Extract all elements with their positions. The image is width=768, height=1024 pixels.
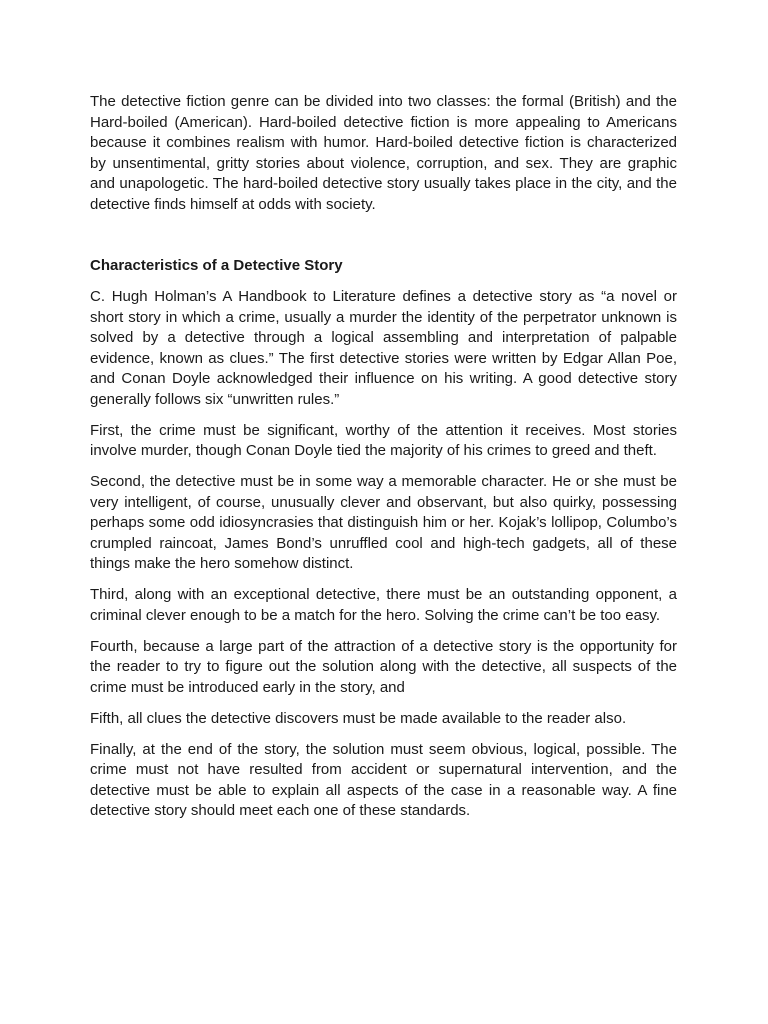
- section-heading: Characteristics of a Detective Story: [90, 257, 343, 274]
- paragraph-rule-finally: Finally, at the end of the story, the solution must seem obvious, logical, possible. The crime must not have resulted from accident or supernatural intervention, and the detective must be able to explain all aspects of the case in a reasonable way. A fine detective story should meet each one of these standards.: [90, 740, 677, 819]
- paragraph-definition: C. Hugh Holman’s A Handbook to Literature defines a detective story as “a novel or short story in which a crime, usually a murder the identity of the perpetrator unknown is solved by a detective through a logical assembling and interpretation of palpable evidence, known as clues.” The first detective stories were written by Edgar Allan Poe, and Conan Doyle acknowledged their influence on his writing. A good detective story generally follows six “unwritten rules.”: [90, 288, 677, 408]
- document-page: [90, 92, 677, 832]
- paragraph-rule-fifth: Fifth, all clues the detective discovers must be made available to the reader also.: [90, 709, 627, 727]
- intro-paragraph: The detective fiction genre can be divided into two classes: the formal (British) and the Hard-boiled (American). Hard-boiled detective fiction is more appealing to Americans because it combines realism with humor. Hard-boiled detective fiction is characterized by unsentimental, gritty stories about violence, corruption, and sex. They are graphic and unapologetic. The hard-boiled detective story usually takes place in the city, and the detective finds himself at odds with society.: [90, 93, 677, 213]
- paragraph-rule-first: First, the crime must be significant, worthy of the attention it receives. Most stories involve murder, though Conan Doyle tied the majority of his crimes to greed and theft.: [90, 421, 677, 459]
- paragraph-rule-fourth: Fourth, because a large part of the attraction of a detective story is the opportunity for the reader to try to figure out the solution along with the detective, all suspects of the crime must be introduced early in the story, and: [90, 637, 677, 696]
- paragraph-rule-third: Third, along with an exceptional detective, there must be an outstanding opponent, a criminal clever enough to be a match for the hero. Solving the crime can’t be too easy.: [90, 586, 677, 624]
- paragraph-rule-second: Second, the detective must be in some way a memorable character. He or she must be very intelligent, of course, unusually clever and observant, but also quirky, possessing perhaps some odd idiosyncrasies that distinguish him or her. Kojak’s lollipop, Columbo’s crumpled raincoat, James Bond’s unruffled cool and high-tech gadgets, all of these things make the hero somehow distinct.: [90, 473, 677, 572]
